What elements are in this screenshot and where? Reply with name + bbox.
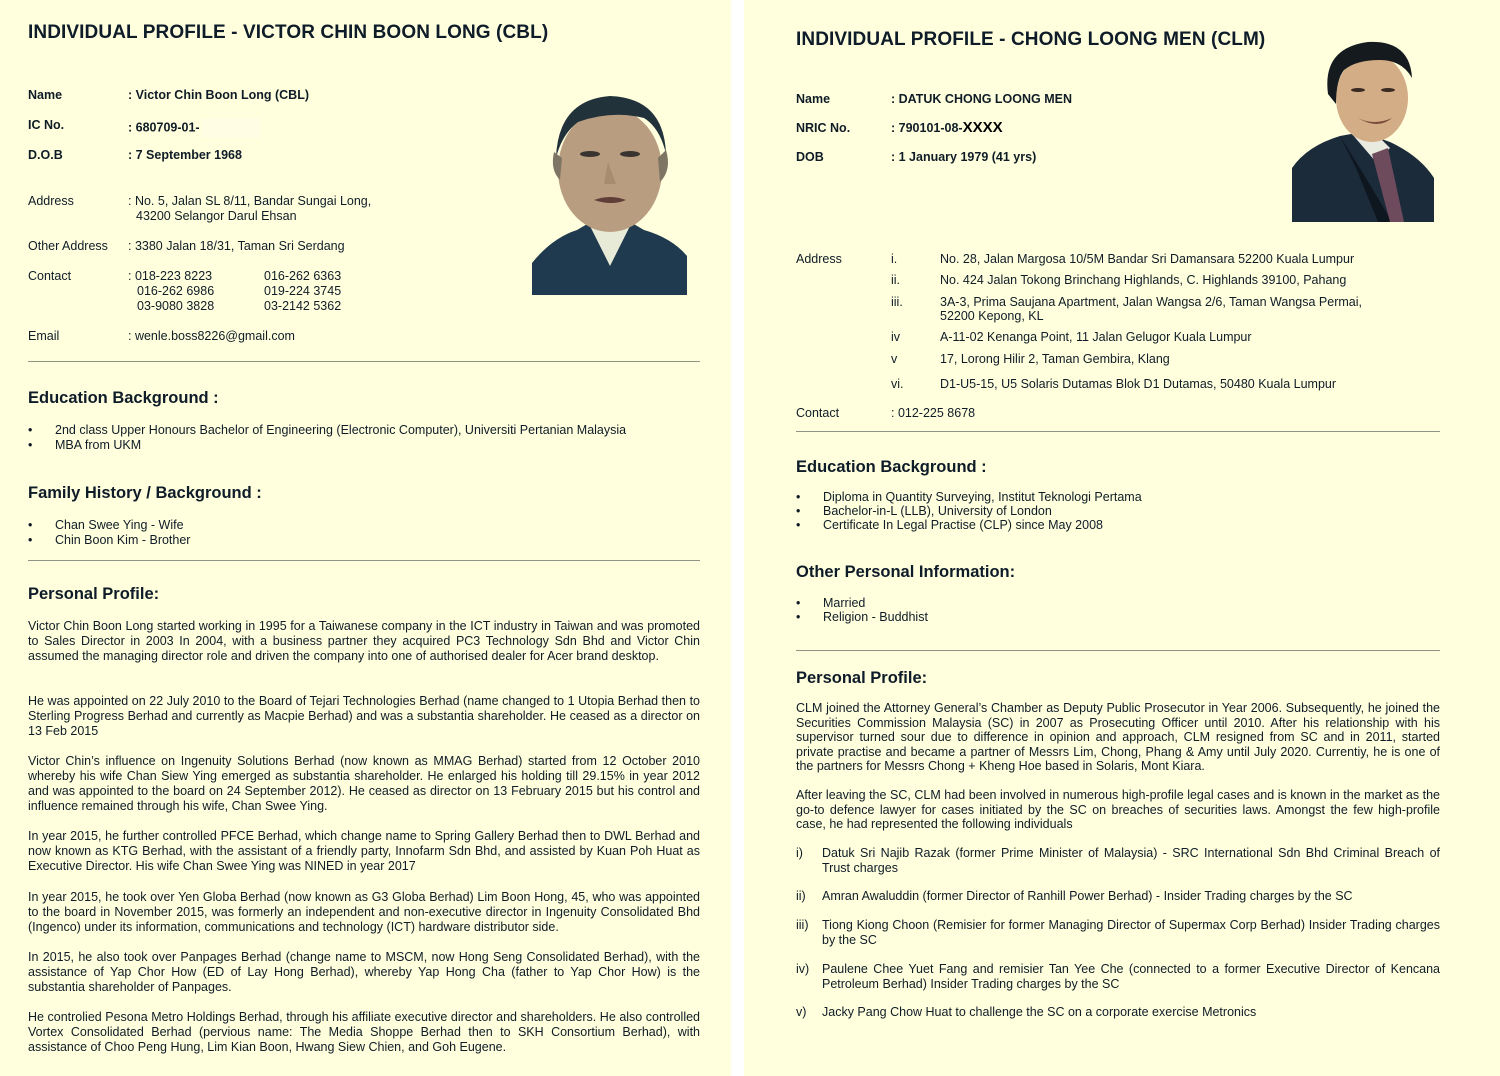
portrait-image-icon <box>532 88 687 295</box>
case-text: Jacky Pang Chow Huat to challenge the SC on a corporate exercise Metronics <box>822 1005 1257 1019</box>
nric-masked: XXXX <box>962 119 1003 136</box>
case-item <box>796 1005 1440 1021</box>
bullet-icon: • <box>796 596 801 610</box>
address-number: iii. <box>891 295 903 309</box>
contact-phone: 03-9080 3828 <box>137 299 215 313</box>
education-item: • MBA from UKM <box>28 438 142 452</box>
education-heading: Education Background : <box>28 389 219 407</box>
section-divider <box>28 361 700 362</box>
name-label: Name <box>796 92 831 106</box>
address-label: Address <box>28 194 74 208</box>
profile-paragraph: In year 2015, he took over Yen Globa Berhad (now known as G3 Globa Berhad) Lim Boon Hong, 45, who was appointed to the board in November 2015, was formerly an independent and non-executive director in Ingenuity Consolidated Bhd (Ingenco) under its information, communications and technology (ICT) hardware distributor side. <box>28 890 700 934</box>
dob-label: D.O.B <box>28 148 63 162</box>
contact-phone: 016-262 6986 <box>137 284 215 298</box>
bullet-icon: • <box>28 438 33 452</box>
other-address-value: : 3380 Jalan 18/31, Taman Sri Serdang <box>128 239 345 253</box>
case-number: i) <box>796 846 803 860</box>
contact-label: Contact <box>796 406 840 420</box>
address-text: No. 424 Jalan Tokong Brinchang Highlands, C. Highlands 39100, Pahang <box>940 273 1347 287</box>
portrait-image-icon <box>1292 38 1434 222</box>
case-text: Tiong Kiong Choon (Remisier for former Managing Director of Supermax Corp Berhad) Insider Trading charges by the SC <box>822 918 1440 947</box>
address-line-2: 43200 Selangor Darul Ehsan <box>136 209 297 223</box>
other-address-label: Other Address <box>28 239 108 253</box>
case-text: Paulene Chee Yuet Fang and remisier Tan Yee Che (connected to a former Executive Director of Kencana Petroleum Berhad) Insider Trading charges by the SC <box>822 962 1440 991</box>
address-number: iv <box>891 330 901 344</box>
section-divider <box>796 650 1440 651</box>
bullet-icon: • <box>796 518 801 532</box>
address-text-line-2: 52200 Kepong, KL <box>940 309 1044 323</box>
personal-profile-heading: Personal Profile: <box>28 585 160 603</box>
contact-phone: 016-262 6363 <box>264 269 342 283</box>
contact-phone: 019-224 3745 <box>264 284 342 298</box>
case-item <box>796 962 1440 992</box>
profile-paragraph: In 2015, he also took over Panpages Berhad (change name to MSCM, now Hong Seng Consolidated Berhad), with the assistance of Yap Chor How (ED of Lay Hong Berhad), whereby Yap Hong Cha (father to Yap Chor How) is the substantia shareholder of Panpages. <box>28 950 700 994</box>
case-item <box>796 846 1440 876</box>
education-heading: Education Background : <box>796 458 987 476</box>
education-item: • 2nd class Upper Honours Bachelor of Engineering (Electronic Computer), Universiti Pertanian Malaysia <box>28 423 627 437</box>
address-line-1: : No. 5, Jalan SL 8/11, Bandar Sungai Long, <box>128 194 372 208</box>
address-number: v <box>891 352 898 366</box>
profile-paragraph: After leaving the SC, CLM had been involved in numerous high-profile legal cases and is known in the market as the go-to defence lawyer for cases initiated by the SC on breaches of securities laws. Amongst the few high-profile case, he had represented the following individuals <box>796 788 1440 832</box>
case-number: v) <box>796 1005 807 1019</box>
family-heading: Family History / Background : <box>28 484 262 502</box>
case-number: ii) <box>796 889 806 903</box>
ic-value <box>128 118 260 138</box>
personal-profile-heading: Personal Profile: <box>796 669 928 687</box>
profile-paragraph: In year 2015, he further controlled PFCE Berhad, which change name to Spring Gallery Berhad then to DWL Berhad and now known as KTG Berhad, with the assistant of a friendly party, Innofarm Sdn Bhd, and assisted by Kuan Poh Huat as Executive Director. His wife Chan Swee Ying was NINED in year 2017 <box>28 829 700 873</box>
address-text: A-11-02 Kenanga Point, 11 Jalan Gelugor Kuala Lumpur <box>940 330 1252 344</box>
address-number: ii. <box>891 273 901 287</box>
case-number: iii) <box>796 918 809 932</box>
profile-page-clm <box>744 0 1500 1076</box>
nric-number: : 790101-08- <box>891 121 963 135</box>
nric-label: NRIC No. <box>796 121 851 135</box>
address-label: Address <box>796 252 842 266</box>
profile-paragraph: He was appointed on 22 July 2010 to the Board of Tejari Technologies Berhad (name changed to 1 Utopia Berhad then to Sterling Progress Berhad and currently as Macpie Berhad) and was a substantia shareholder. He ceased as a director on 13 Feb 2015 <box>28 694 700 738</box>
page-title: INDIVIDUAL PROFILE - VICTOR CHIN BOON LONG (CBL) <box>28 22 549 43</box>
bullet-icon: • <box>796 610 801 624</box>
nric-value <box>891 119 1003 136</box>
other-info-heading: Other Personal Information: <box>796 563 1016 581</box>
profile-paragraph: Victor Chin Boon Long started working in 1995 for a Taiwanese company in the ICT industry in Taiwan and was promoted to Sales Director in 2003 In 2004, with a business partner they acquired PC3 Technology Sdn Bhd and Victor Chin assumed the managing director role and driven the company into one of authorised dealer for Acer brand desktop. <box>28 619 700 663</box>
email-label: Email <box>28 329 60 343</box>
case-text: Datuk Sri Najib Razak (former Prime Minister of Malaysia) - SRC International Sdn Bhd Criminal Breach of Trust charges <box>822 846 1440 875</box>
email-value: : wenle.boss8226@gmail.com <box>128 329 295 343</box>
family-item: • Chin Boon Kim - Brother <box>28 533 191 547</box>
address-number: vi. <box>891 377 904 391</box>
profile-paragraph: He controlied Pesona Metro Holdings Berhad, through his affiliate executive director and shareholders. He also controlled Vortex Consolidated Berhad (pervious name: The Media Shoppe Berhad then to SKH Consortium Berhad), with assistance of Choo Peng Hung, Lim Kian Boon, Hwang Siew Chien, and Goh Eugene. <box>28 1010 700 1054</box>
case-number: iv) <box>796 962 810 976</box>
education-item: • Certificate In Legal Practise (CLP) since May 2008 <box>796 518 1103 532</box>
name-value: : Victor Chin Boon Long (CBL) <box>128 88 309 102</box>
profile-paragraph: Victor Chin’s influence on Ingenuity Solutions Berhad (now known as MMAG Berhad) started from 12 October 2010 whereby his wife Chan Siew Ying emerged as substantia shareholder. He enlarged his holding till 29.15% in year 2012 and was appointed to the board on 24 September 2012). He ceased as director on 13 February 2015 but his control and influence remained through his wife, Chan Swee Ying. <box>28 754 700 813</box>
bullet-icon: • <box>28 533 33 547</box>
dob-label: DOB <box>796 150 824 164</box>
ic-number: : 680709-01- <box>128 120 200 135</box>
address-text: D1-U5-15, U5 Solaris Dutamas Blok D1 Dutamas, 50480 Kuala Lumpur <box>940 377 1337 391</box>
page-title: INDIVIDUAL PROFILE - CHONG LOONG MEN (CLM) <box>796 29 1266 50</box>
education-item: • Bachelor-in-L (LLB), University of London <box>796 504 1052 518</box>
contact-value: : 012-225 8678 <box>891 406 976 420</box>
address-text: 3A-3, Prima Saujana Apartment, Jalan Wangsa 2/6, Taman Wangsa Permai, <box>940 295 1362 309</box>
other-info-item: • Religion - Buddhist <box>796 610 928 624</box>
other-info-item: • Married <box>796 596 866 610</box>
contact-phone: : 018-223 8223 <box>128 269 213 283</box>
profile-paragraph: CLM joined the Attorney General’s Chamber as Deputy Public Prosecutor in Year 2006. Subsequently, he joined the Securities Commission Malaysia (SC) in 2007 as Prosecuting Officer until 2010. After his relationship with his supervisor turned sour due to difference in opinion and approach, CLM resigned from SC and in 2011, started private practise and became a partner of Messrs Lim, Chong, Phang & Amy until July 2020. Currentiy, he is one of the partners for Messrs Chong + Kheng Hoe based in Solaris, Mont Kiara. <box>796 701 1440 774</box>
section-divider <box>28 560 700 561</box>
section-divider <box>796 431 1440 432</box>
contact-label: Contact <box>28 269 72 283</box>
bullet-icon: • <box>796 504 801 518</box>
address-number: i. <box>891 252 898 266</box>
bullet-icon: • <box>28 423 33 437</box>
ic-redaction <box>202 118 260 138</box>
name-label: Name <box>28 88 63 102</box>
dob-value: : 1 January 1979 (41 yrs) <box>891 150 1037 164</box>
dob-value: : 7 September 1968 <box>128 148 242 162</box>
case-item <box>796 889 1440 905</box>
address-text: No. 28, Jalan Margosa 10/5M Bandar Sri Damansara 52200 Kuala Lumpur <box>940 252 1355 266</box>
bullet-icon: • <box>28 518 33 532</box>
ic-label: IC No. <box>28 118 65 132</box>
name-value: : DATUK CHONG LOONG MEN <box>891 92 1073 106</box>
profile-page-cbl <box>0 0 731 1076</box>
address-text: 17, Lorong Hilir 2, Taman Gembira, Klang <box>940 352 1170 366</box>
contact-phone: 03-2142 5362 <box>264 299 342 313</box>
portrait-photo <box>532 88 687 295</box>
case-text: Amran Awaluddin (former Director of Ranhill Power Berhad) - Insider Trading charges by the SC <box>822 889 1353 903</box>
bullet-icon: • <box>796 490 801 504</box>
portrait-photo <box>1292 38 1434 222</box>
case-item <box>796 918 1440 948</box>
family-item: • Chan Swee Ying - Wife <box>28 518 184 532</box>
education-item: • Diploma in Quantity Surveying, Institut Teknologi Pertama <box>796 490 1142 504</box>
